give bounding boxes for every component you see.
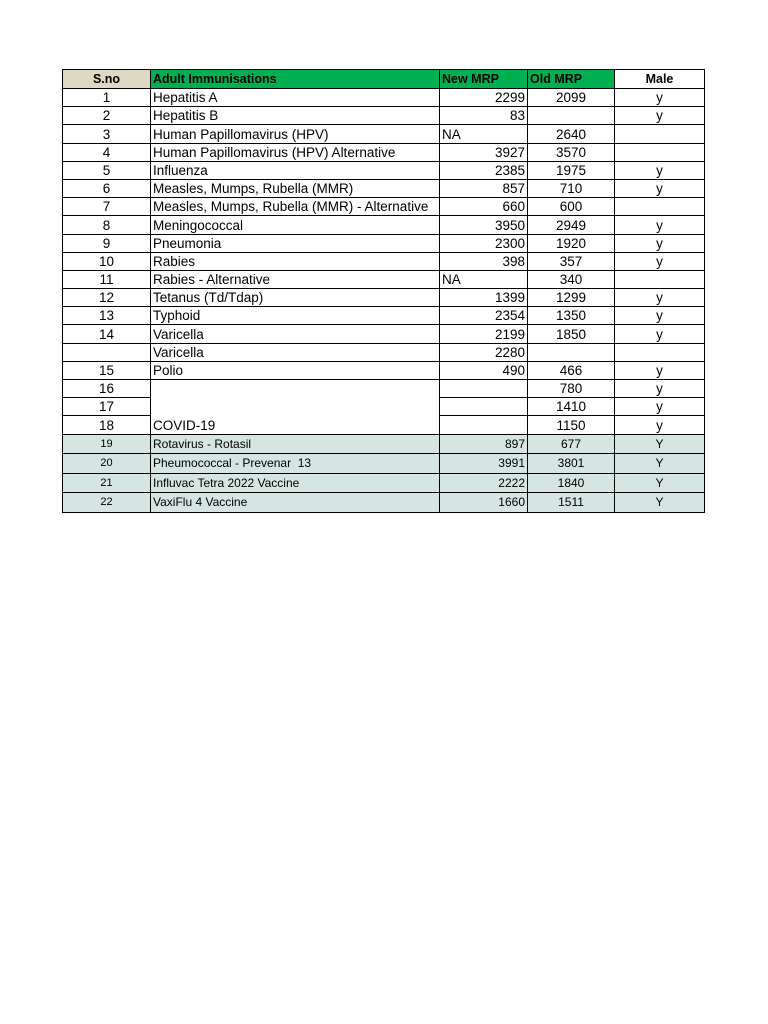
male-cell: y xyxy=(615,89,705,107)
old-mrp-cell: 710 xyxy=(528,179,615,197)
name-cell: VaxiFlu 4 Vaccine xyxy=(151,493,440,513)
male-cell xyxy=(615,125,705,143)
male-cell: y xyxy=(615,289,705,307)
name-cell: Hepatitis A xyxy=(151,89,440,107)
name-cell: Tetanus (Td/Tdap) xyxy=(151,289,440,307)
male-cell: y xyxy=(615,216,705,234)
sno-cell: 20 xyxy=(63,454,151,474)
name-cell: Pneumonia xyxy=(151,234,440,252)
old-mrp-cell: 677 xyxy=(528,434,615,454)
table-row xyxy=(63,198,705,216)
old-mrp-cell: 1150 xyxy=(528,416,615,434)
sno-cell: 14 xyxy=(63,325,151,343)
old-mrp-cell: 2099 xyxy=(528,89,615,107)
sno-cell: 18 xyxy=(63,416,151,434)
table-row xyxy=(63,125,705,143)
old-mrp-cell xyxy=(528,343,615,361)
new-mrp-cell xyxy=(440,380,528,398)
sno-cell: 22 xyxy=(63,493,151,513)
new-mrp-cell: NA xyxy=(440,270,528,288)
new-mrp-cell: 1399 xyxy=(440,289,528,307)
old-mrp-cell: 3570 xyxy=(528,143,615,161)
male-cell: y xyxy=(615,307,705,325)
table-row xyxy=(63,493,705,513)
old-mrp-cell: 2640 xyxy=(528,125,615,143)
new-mrp-cell: 2280 xyxy=(440,343,528,361)
male-cell: Y xyxy=(615,493,705,513)
name-cell: Influenza xyxy=(151,161,440,179)
new-mrp-cell: 3991 xyxy=(440,454,528,474)
table-row xyxy=(63,161,705,179)
male-cell: y xyxy=(615,234,705,252)
sno-cell: 9 xyxy=(63,234,151,252)
sno-cell: 6 xyxy=(63,179,151,197)
sno-cell: 4 xyxy=(63,143,151,161)
old-mrp-cell: 466 xyxy=(528,361,615,379)
old-mrp-cell: 1975 xyxy=(528,161,615,179)
new-mrp-cell: 1660 xyxy=(440,493,528,513)
sno-cell: 1 xyxy=(63,89,151,107)
name-cell: Pheumococcal - Prevenar 13 xyxy=(151,454,440,474)
new-mrp-cell: 3950 xyxy=(440,216,528,234)
new-mrp-cell xyxy=(440,416,528,434)
male-cell: y xyxy=(615,380,705,398)
sno-cell: 17 xyxy=(63,398,151,416)
name-cell: Rabies - Alternative xyxy=(151,270,440,288)
name-cell: Measles, Mumps, Rubella (MMR) xyxy=(151,179,440,197)
name-cell: Human Papillomavirus (HPV) xyxy=(151,125,440,143)
male-cell xyxy=(615,270,705,288)
table-row xyxy=(63,454,705,474)
new-mrp-cell: 857 xyxy=(440,179,528,197)
sno-cell: 19 xyxy=(63,434,151,454)
new-mrp-cell xyxy=(440,398,528,416)
male-cell: Y xyxy=(615,454,705,474)
name-cell: Human Papillomavirus (HPV) Alternative xyxy=(151,143,440,161)
male-cell: y xyxy=(615,179,705,197)
male-cell xyxy=(615,143,705,161)
sno-cell: 15 xyxy=(63,361,151,379)
name-cell: Polio xyxy=(151,361,440,379)
sno-cell: 5 xyxy=(63,161,151,179)
new-mrp-cell: 2385 xyxy=(440,161,528,179)
old-mrp-cell: 600 xyxy=(528,198,615,216)
sno-cell xyxy=(63,343,151,361)
table-row xyxy=(63,473,705,493)
covid-name-cell: COVID-19 xyxy=(151,380,440,435)
new-mrp-cell: 398 xyxy=(440,252,528,270)
old-mrp-cell: 1410 xyxy=(528,398,615,416)
table-row xyxy=(63,434,705,454)
sno-cell: 11 xyxy=(63,270,151,288)
table-row xyxy=(63,343,705,361)
new-mrp-cell: 3927 xyxy=(440,143,528,161)
male-cell: y xyxy=(615,416,705,434)
table-row xyxy=(63,289,705,307)
old-mrp-cell: 357 xyxy=(528,252,615,270)
male-cell: Y xyxy=(615,473,705,493)
name-cell: Meningococcal xyxy=(151,216,440,234)
immunisation-price-table xyxy=(62,69,705,513)
male-cell: Y xyxy=(615,434,705,454)
sno-cell: 7 xyxy=(63,198,151,216)
old-mrp-cell: 1350 xyxy=(528,307,615,325)
table-row xyxy=(63,325,705,343)
male-cell xyxy=(615,343,705,361)
new-mrp-cell: 2222 xyxy=(440,473,528,493)
name-cell: Measles, Mumps, Rubella (MMR) - Alternative xyxy=(151,198,440,216)
old-mrp-cell: 780 xyxy=(528,380,615,398)
table-row xyxy=(63,179,705,197)
table-row xyxy=(63,216,705,234)
male-cell: y xyxy=(615,107,705,125)
header-row xyxy=(63,70,705,89)
name-cell: Influvac Tetra 2022 Vaccine xyxy=(151,473,440,493)
sno-cell: 8 xyxy=(63,216,151,234)
male-cell xyxy=(615,198,705,216)
table-row xyxy=(63,107,705,125)
old-mrp-cell: 3801 xyxy=(528,454,615,474)
name-cell: Rabies xyxy=(151,252,440,270)
table-row xyxy=(63,380,705,398)
name-cell: Hepatitis B xyxy=(151,107,440,125)
old-mrp-cell: 1920 xyxy=(528,234,615,252)
male-cell: y xyxy=(615,252,705,270)
name-cell: Varicella xyxy=(151,343,440,361)
table-row xyxy=(63,307,705,325)
table-row xyxy=(63,143,705,161)
sno-cell: 10 xyxy=(63,252,151,270)
male-cell: y xyxy=(615,325,705,343)
old-mrp-cell: 1850 xyxy=(528,325,615,343)
old-mrp-cell: 1299 xyxy=(528,289,615,307)
sno-cell: 12 xyxy=(63,289,151,307)
new-mrp-cell: 490 xyxy=(440,361,528,379)
old-mrp-cell xyxy=(528,107,615,125)
table-row xyxy=(63,89,705,107)
sno-cell: 13 xyxy=(63,307,151,325)
new-mrp-cell: 897 xyxy=(440,434,528,454)
table-row xyxy=(63,252,705,270)
new-mrp-cell: 2199 xyxy=(440,325,528,343)
sno-cell: 16 xyxy=(63,380,151,398)
new-mrp-cell: 2300 xyxy=(440,234,528,252)
new-mrp-cell: 83 xyxy=(440,107,528,125)
name-cell: Typhoid xyxy=(151,307,440,325)
male-cell: y xyxy=(615,161,705,179)
name-cell: Varicella xyxy=(151,325,440,343)
table-row xyxy=(63,270,705,288)
old-mrp-cell: 1511 xyxy=(528,493,615,513)
header-name: Adult Immunisations xyxy=(151,70,440,89)
header-male: Male xyxy=(615,70,705,89)
name-cell: Rotavirus - Rotasil xyxy=(151,434,440,454)
old-mrp-cell: 1840 xyxy=(528,473,615,493)
header-sno: S.no xyxy=(63,70,151,89)
sno-cell: 21 xyxy=(63,473,151,493)
sno-cell: 3 xyxy=(63,125,151,143)
new-mrp-cell: NA xyxy=(440,125,528,143)
male-cell: y xyxy=(615,361,705,379)
table-row xyxy=(63,361,705,379)
new-mrp-cell: 2354 xyxy=(440,307,528,325)
old-mrp-cell: 340 xyxy=(528,270,615,288)
old-mrp-cell: 2949 xyxy=(528,216,615,234)
header-new-mrp: New MRP xyxy=(440,70,528,89)
new-mrp-cell: 2299 xyxy=(440,89,528,107)
male-cell: y xyxy=(615,398,705,416)
sno-cell: 2 xyxy=(63,107,151,125)
header-old-mrp: Old MRP xyxy=(528,70,615,89)
new-mrp-cell: 660 xyxy=(440,198,528,216)
table-row xyxy=(63,234,705,252)
